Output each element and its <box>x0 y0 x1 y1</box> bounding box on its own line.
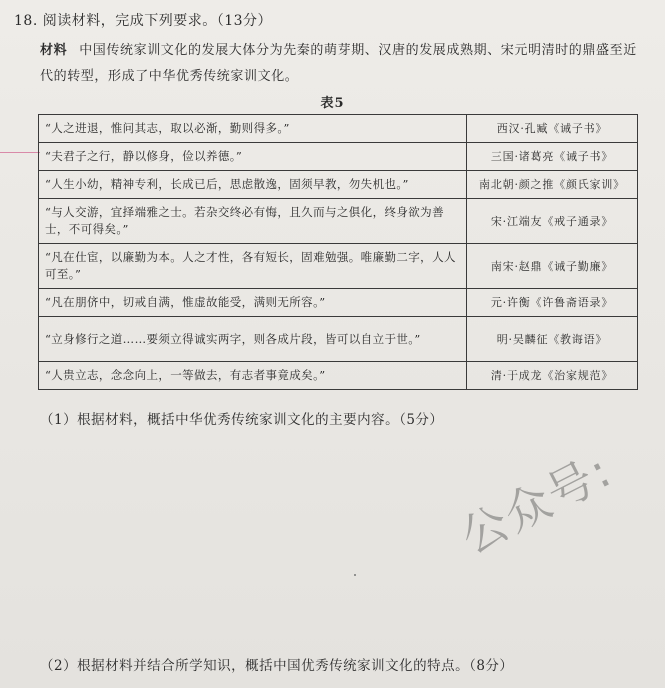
family-maxims-table <box>38 114 638 390</box>
table-row <box>39 199 638 244</box>
table-row <box>39 143 638 171</box>
source-cell: 南北朝·颜之推《颜氏家训》 <box>467 171 638 199</box>
source-cell: 宋·江端友《戒子通录》 <box>467 199 638 244</box>
sub-question-1: （1）根据材料，概括中华优秀传统家训文化的主要内容。（5分） <box>40 412 444 428</box>
sub-question-2: （2）根据材料并结合所学知识，概括中国优秀传统家训文化的特点。（8分） <box>40 658 514 674</box>
source-cell: 南宋·赵鼎《诫子勤廉》 <box>467 244 638 289</box>
quote-cell: “凡在仕宦，以廉勤为本。人之才性，各有短长，固难勉强。唯廉勤二字，人人可至。” <box>39 244 467 289</box>
table-row <box>39 289 638 317</box>
material-label: 材料 <box>40 43 68 58</box>
watermark-text: 公众号: <box>452 442 621 565</box>
material-paragraph <box>40 38 640 90</box>
question-heading: 18. 阅读材料，完成下列要求。（13分） <box>14 13 273 29</box>
source-cell: 清·于成龙《治家规范》 <box>467 362 638 390</box>
table-row <box>39 362 638 390</box>
table-caption: 表5 <box>320 96 345 111</box>
table-row <box>39 171 638 199</box>
stray-dot <box>354 574 356 576</box>
quote-cell: “人之进退，惟问其志，取以必渐，勤则得多。” <box>39 115 467 143</box>
table-row <box>39 317 638 362</box>
quote-cell: “人生小幼，精神专利，长成已后，思虑散逸，固须早教，勿失机也。” <box>39 171 467 199</box>
table-row <box>39 115 638 143</box>
material-text: 中国传统家训文化的发展大体分为先秦的萌芽期、汉唐的发展成熟期、宋元明清时的鼎盛至近代的转型，形成了中华优秀传统家训文化。 <box>40 43 637 84</box>
table-row <box>39 244 638 289</box>
quote-cell: “凡在朋侪中，切戒自满，惟虚故能受，满则无所容。” <box>39 289 467 317</box>
source-cell: 元·许衡《许鲁斋语录》 <box>467 289 638 317</box>
quote-cell: “与人交游，宜择端雅之士。若杂交终必有悔，且久而与之俱化，终身欲为善士，不可得矣。” <box>39 199 467 244</box>
quote-cell: “立身修行之道……要须立得诚实两字，则各成片段，皆可以自立于世。” <box>39 317 467 362</box>
quote-cell: “人贵立志，念念向上，一等做去，有志者事竟成矣。” <box>39 362 467 390</box>
quote-cell: “夫君子之行，静以修身，俭以养德。” <box>39 143 467 171</box>
source-cell: 明·吴麟征《教诲语》 <box>467 317 638 362</box>
source-cell: 三国·诸葛亮《诫子书》 <box>467 143 638 171</box>
margin-mark <box>0 152 40 153</box>
source-cell: 西汉·孔臧《诫子书》 <box>467 115 638 143</box>
